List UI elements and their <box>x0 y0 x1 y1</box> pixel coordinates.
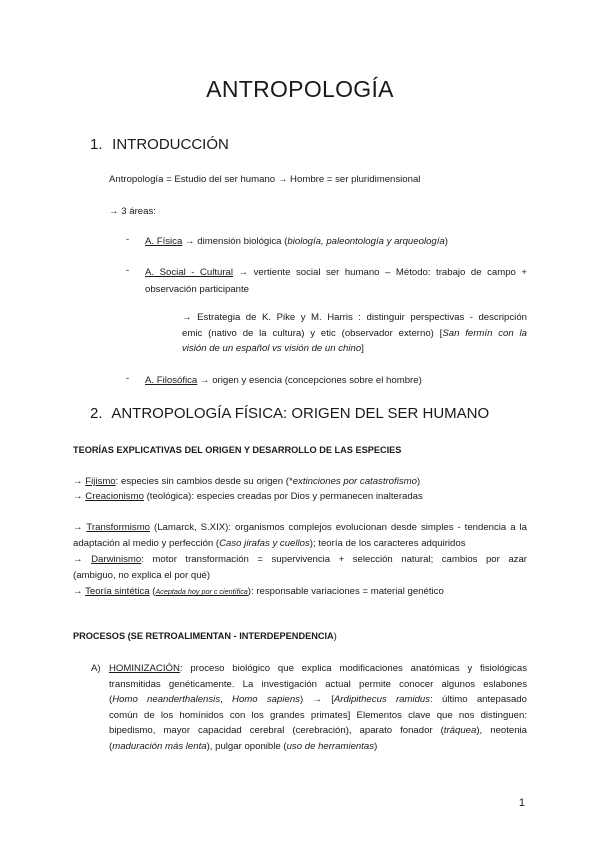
area-label: A. Física <box>145 236 183 247</box>
italic-text: uso de herramientas <box>286 740 375 752</box>
text: : especies sin cambios desde su origen (* <box>115 476 293 487</box>
arrow: → <box>73 476 86 487</box>
text: ) <box>374 740 378 752</box>
text: adaptación al medio y perfección ( <box>73 537 220 549</box>
theory-fijismo <box>73 474 420 490</box>
section-title: INTRODUCCIÓN <box>112 136 229 153</box>
text: ), pulgar oponible ( <box>206 740 287 752</box>
process-label: HOMINIZACIÓN <box>109 663 180 674</box>
italic-text: biología, paleontología y arqueología <box>287 236 445 247</box>
text: : proceso biológico que explica modificaciones anatómicas y fisiológicas <box>179 663 527 674</box>
theory-sintetica <box>73 584 444 600</box>
subheading-procesos <box>73 629 337 645</box>
italic-text: tráquea <box>443 725 477 736</box>
text: ) <box>416 476 421 487</box>
bullet: - <box>126 234 130 245</box>
hominizacion-paragraph <box>109 661 527 754</box>
arrow: → <box>73 554 92 565</box>
text: ), neotenia <box>476 725 527 736</box>
text: bipedismo, mayor capacidad cerebral (cerebración), aparato fonador ( <box>109 725 444 736</box>
small-italic-note: Aceptada hoy por c científica <box>155 587 248 596</box>
italic-text: extinciones por catastrofismo <box>292 476 417 487</box>
text: (ambiguo, no explica el por qué) <box>73 569 211 581</box>
theory-label: Darwinismo <box>91 554 142 565</box>
bullet: - <box>126 265 130 276</box>
text: (Lamarck, S.XIX): organismos complejos evolucionan desde simples - tendencia a la <box>150 522 528 533</box>
text: → vertiente social ser humano – Método: trabajo de campo + <box>233 267 527 278</box>
text: : último antepasado <box>430 694 527 705</box>
areas-line: → 3 áreas: <box>109 206 156 217</box>
page-number: 1 <box>518 797 525 809</box>
text: emic (nativo de la cultura) y etic (observador externo) [ <box>182 327 443 339</box>
subheading-teorias: TEORÍAS EXPLICATIVAS DEL ORIGEN Y DESARROLLO DE LAS ESPECIES <box>73 445 402 455</box>
section-title: ANTROPOLOGÍA FÍSICA: ORIGEN DEL SER HUMANO <box>111 405 490 422</box>
arrow: → <box>73 491 86 502</box>
arrow: → <box>73 586 86 597</box>
theory-label: Teoría sintética <box>85 586 150 597</box>
text: transmitidas genéticamente. La investigación actual permite conocer algunos eslabones <box>109 678 527 690</box>
italic-text: Caso jirafas y cuellos <box>219 537 310 549</box>
text: ) <box>444 236 448 247</box>
section-number: 1. <box>90 136 103 153</box>
section-number: 2. <box>90 405 103 422</box>
theory-label: Transformismo <box>86 522 151 533</box>
bold-text: PROCESOS (SE RETROALIMENTAN - INTERDEPENDENCIA <box>73 631 334 641</box>
text: ) → [ <box>299 694 334 705</box>
theory-transformismo <box>73 520 527 551</box>
text: : motor transformación = supervivencia + selección natural; cambios por azar <box>141 554 528 565</box>
text: → dimensión biológica ( <box>182 236 288 247</box>
italic-text: visión de un español vs visión de un chino <box>182 343 362 354</box>
text: ] <box>361 343 364 354</box>
section-1-heading <box>90 136 229 153</box>
theory-label: Fijismo <box>85 476 116 487</box>
text: , <box>220 694 233 705</box>
area-social <box>145 265 527 297</box>
text: ( <box>109 694 113 705</box>
theory-darwinismo <box>73 552 527 583</box>
estrategia-note <box>182 310 527 357</box>
theory-label: Creacionismo <box>85 491 144 502</box>
italic-text: Ardipithecus ramidus <box>333 694 431 705</box>
arrow: → <box>73 522 87 533</box>
theory-creacionismo <box>73 489 423 505</box>
section-2-heading <box>90 405 489 422</box>
italic-text: Homo neanderthalensis <box>112 694 221 705</box>
area-filosofica <box>145 373 422 389</box>
text: ( <box>149 586 156 597</box>
text: → Estrategia de K. Pike y M. Harris : distinguir perspectivas - descripción <box>182 312 527 323</box>
text: → origen y esencia (concepciones sobre el hombre) <box>197 375 422 386</box>
text: común de los homínidos con los grandes primates] Elementos clave que nos distinguen: <box>109 709 527 721</box>
text: ( <box>109 740 113 752</box>
bullet: - <box>126 373 130 384</box>
list-marker: A) <box>91 663 101 674</box>
italic-text: Homo sapiens <box>232 694 300 705</box>
area-fisica <box>145 234 448 250</box>
page-title: ANTROPOLOGÍA <box>206 76 394 102</box>
definition-line: Antropología = Estudio del ser humano → Hombre = ser pluridimensional <box>109 174 421 185</box>
text: ) <box>333 631 337 642</box>
area-label: A. Filosófica <box>145 375 198 386</box>
italic-text: San fermín con la <box>442 327 527 339</box>
italic-text: maduración más lenta <box>112 740 207 752</box>
text: ): responsable variaciones = material genético <box>247 586 444 597</box>
area-label: A. Social - Cultural <box>145 267 233 278</box>
text: (teológica): especies creadas por Dios y permanecen inalteradas <box>143 491 423 502</box>
text: ); teoría de los caracteres adquiridos <box>309 537 466 549</box>
text: observación participante <box>145 283 249 295</box>
